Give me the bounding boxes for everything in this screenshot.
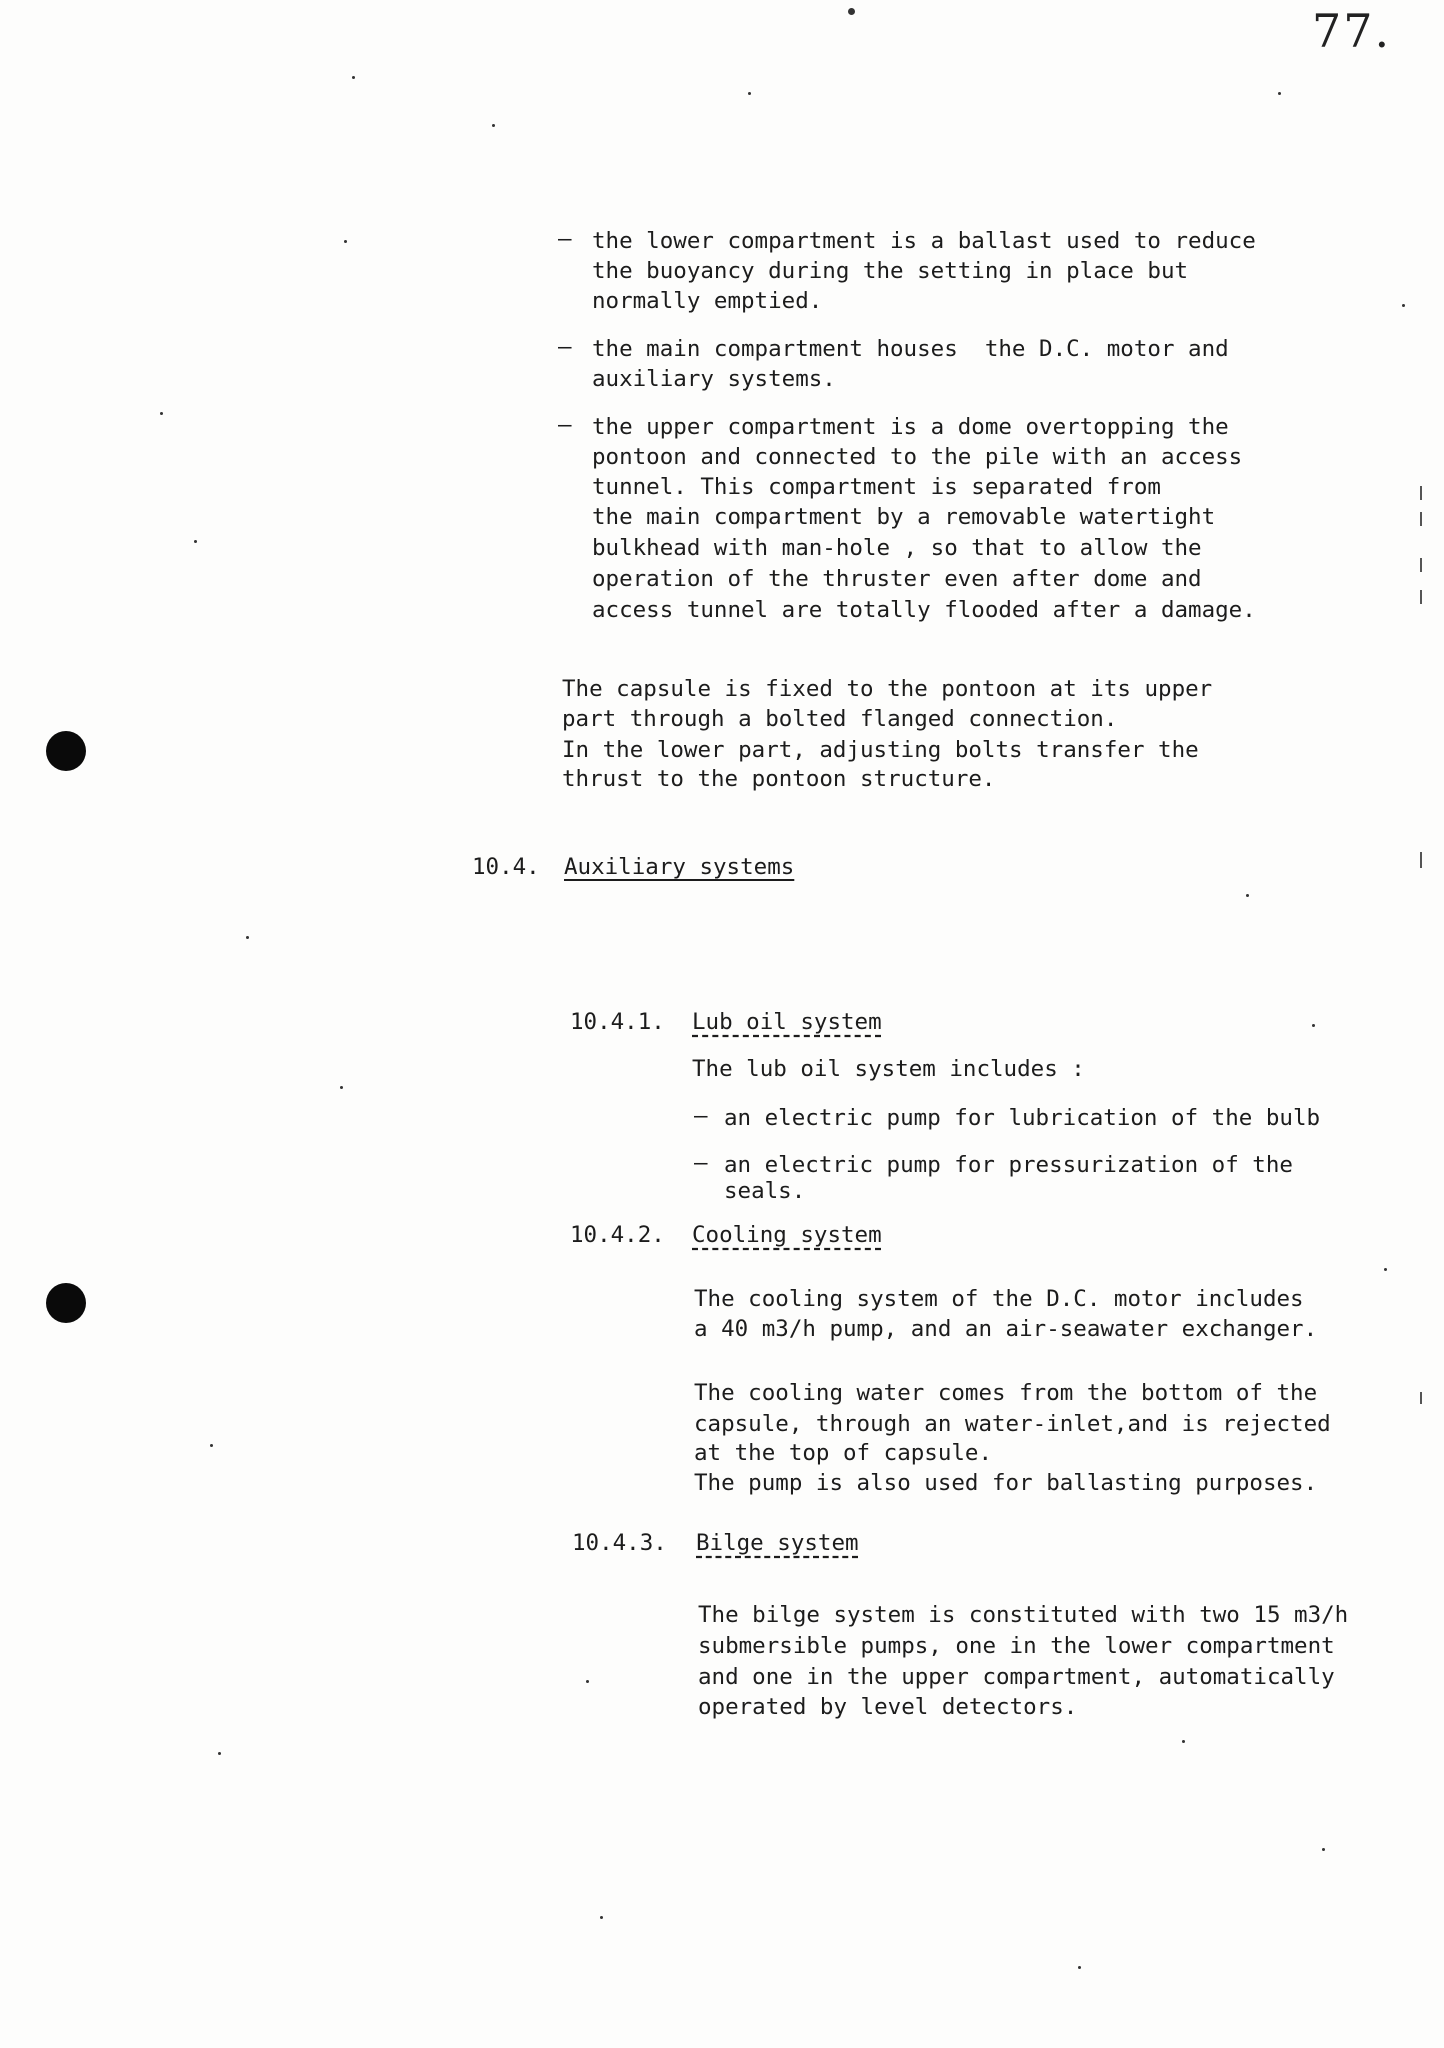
scan-speck xyxy=(1278,92,1281,95)
cooling-para-1-line-2: a 40 m3/h pump, and an air-seawater exchanger. xyxy=(694,1316,1318,1342)
capsule-paragraph-line-3: In the lower part, adjusting bolts transfer the xyxy=(562,737,1199,763)
intro-bullet-3-line-5: bulkhead with man-hole , so that to allow the xyxy=(592,535,1202,561)
punch-hole-lower xyxy=(46,1283,86,1323)
scan-speck xyxy=(1402,304,1405,307)
section-10-4-2-title: Cooling system xyxy=(692,1222,882,1248)
scan-speck xyxy=(218,1752,221,1755)
section-10-4-title: Auxiliary systems xyxy=(564,854,795,880)
cooling-para-2-line-2: capsule, through an water-inlet,and is rejected xyxy=(694,1411,1331,1437)
section-10-4-1-number: 10.4.1. xyxy=(570,1009,665,1035)
cooling-para-2-line-3: at the top of capsule. xyxy=(694,1440,993,1466)
section-10-4-number: 10.4. xyxy=(472,854,540,880)
bullet-dash: – xyxy=(694,1103,708,1129)
section-10-4-1-title: Lub oil system xyxy=(692,1009,882,1035)
margin-mark xyxy=(1420,852,1422,868)
bullet-dash: – xyxy=(694,1150,708,1176)
bullet-dash: – xyxy=(558,412,572,438)
bullet-dash: – xyxy=(558,334,572,360)
margin-mark xyxy=(1420,486,1422,500)
scan-speck xyxy=(586,1680,589,1683)
intro-bullet-1-line-1: the lower compartment is a ballast used to reduce xyxy=(592,228,1256,254)
scan-speck xyxy=(194,540,197,543)
scan-speck xyxy=(344,240,347,243)
scan-speck xyxy=(600,1916,603,1919)
page-number: 77. xyxy=(1312,4,1392,58)
cooling-para-2-line-1: The cooling water comes from the bottom of the xyxy=(694,1380,1318,1406)
bilge-para-line-4: operated by level detectors. xyxy=(698,1694,1078,1720)
margin-mark xyxy=(1420,512,1422,526)
scan-speck xyxy=(1182,1740,1185,1743)
bilge-para-line-3: and one in the upper compartment, automatically xyxy=(698,1664,1335,1690)
scan-speck xyxy=(210,1444,213,1447)
intro-bullet-3-line-3: tunnel. This compartment is separated from xyxy=(592,474,1161,500)
section-10-4-3-number: 10.4.3. xyxy=(572,1530,667,1556)
intro-bullet-1-line-2: the buoyancy during the setting in place but xyxy=(592,258,1189,284)
intro-bullet-3-line-2: pontoon and connected to the pile with an access xyxy=(592,444,1243,470)
intro-bullet-1-line-3: normally emptied. xyxy=(592,288,823,314)
lub-oil-intro: The lub oil system includes : xyxy=(692,1056,1085,1082)
bullet-dash: – xyxy=(558,226,572,252)
margin-mark xyxy=(1420,558,1422,572)
capsule-paragraph-line-1: The capsule is fixed to the pontoon at its upper xyxy=(562,676,1213,702)
cooling-para-2-line-4: The pump is also used for ballasting purposes. xyxy=(694,1470,1318,1496)
intro-bullet-3-line-6: operation of the thruster even after dome and xyxy=(592,566,1202,592)
punch-hole-upper xyxy=(46,731,86,771)
intro-bullet-3-line-4: the main compartment by a removable watertight xyxy=(592,504,1216,530)
intro-bullet-3-line-7: access tunnel are totally flooded after a damage. xyxy=(592,597,1256,623)
lub-oil-item-1-line-1: an electric pump for lubrication of the bulb xyxy=(724,1105,1321,1131)
scan-speck xyxy=(848,8,855,15)
scan-speck xyxy=(1384,1268,1387,1271)
intro-bullet-2-line-2: auxiliary systems. xyxy=(592,366,836,392)
section-10-4-3-title: Bilge system xyxy=(696,1530,859,1556)
scan-speck xyxy=(160,412,163,415)
scan-speck xyxy=(748,92,751,95)
margin-mark xyxy=(1420,590,1422,604)
scan-speck xyxy=(492,124,495,127)
bilge-para-line-1: The bilge system is constituted with two 15 m3/h xyxy=(698,1602,1349,1628)
intro-bullet-3-line-1: the upper compartment is a dome overtopping the xyxy=(592,414,1229,440)
scan-speck xyxy=(1078,1966,1081,1969)
scan-speck xyxy=(1312,1024,1315,1027)
capsule-paragraph-line-2: part through a bolted flanged connection. xyxy=(562,706,1118,732)
scan-speck xyxy=(352,76,355,79)
lub-oil-item-2-line-2: seals. xyxy=(724,1178,806,1204)
intro-bullet-2-line-1: the main compartment houses the D.C. motor and xyxy=(592,336,1229,362)
scan-speck xyxy=(246,936,249,939)
scan-speck xyxy=(1246,894,1249,897)
section-10-4-2-number: 10.4.2. xyxy=(570,1222,665,1248)
bilge-para-line-2: submersible pumps, one in the lower compartment xyxy=(698,1633,1335,1659)
capsule-paragraph-line-4: thrust to the pontoon structure. xyxy=(562,766,996,792)
scan-speck xyxy=(340,1086,343,1089)
cooling-para-1-line-1: The cooling system of the D.C. motor includes xyxy=(694,1286,1304,1312)
lub-oil-item-2-line-1: an electric pump for pressurization of the xyxy=(724,1152,1293,1178)
scan-speck xyxy=(1322,1848,1325,1851)
margin-mark xyxy=(1420,1392,1422,1404)
